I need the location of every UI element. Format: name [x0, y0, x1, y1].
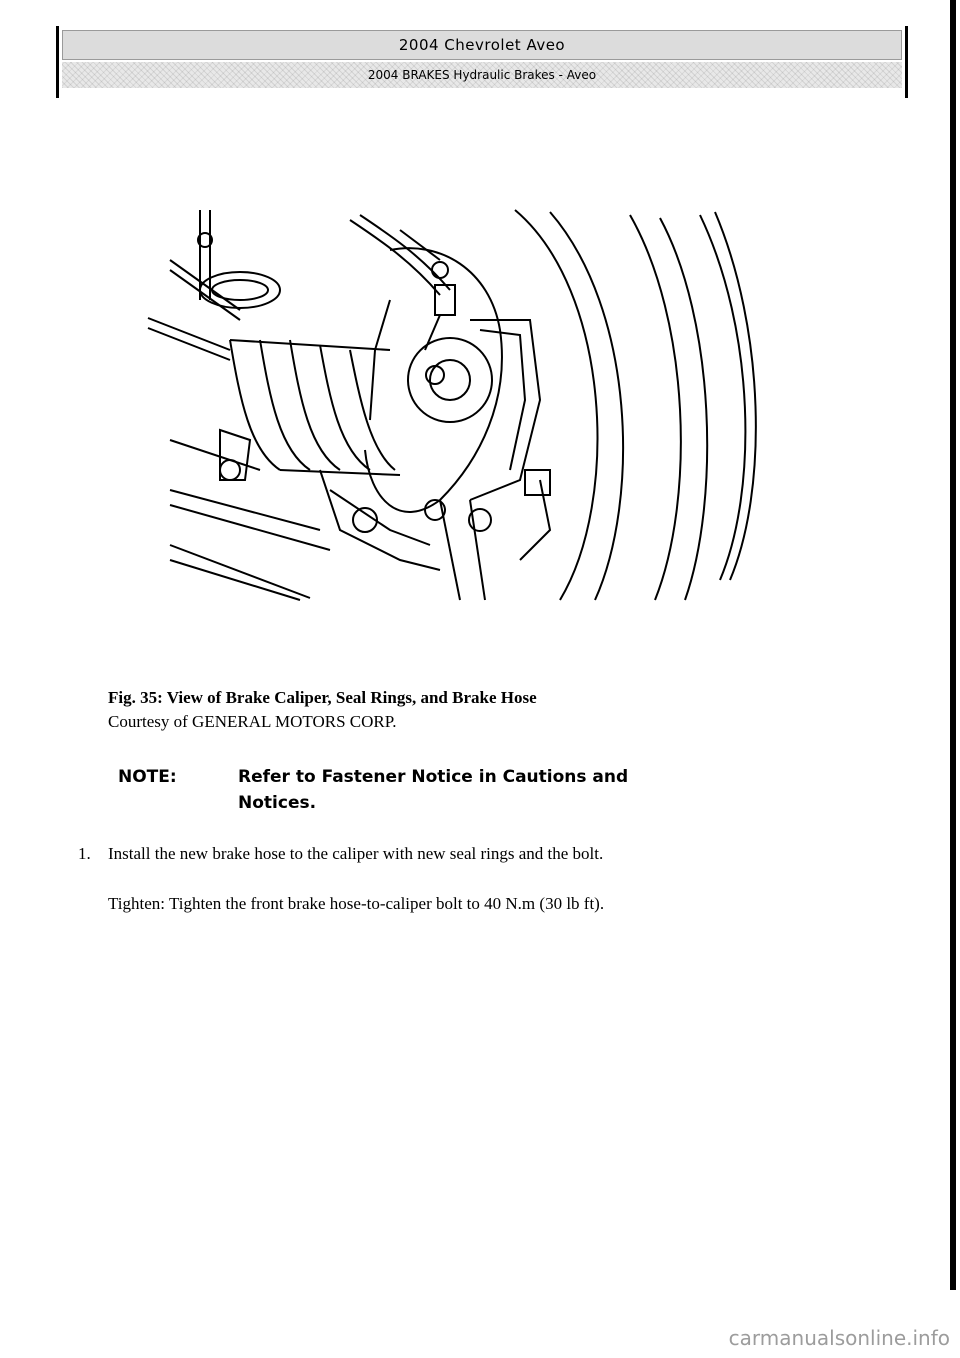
tire-arcs	[515, 210, 756, 600]
figure-caption	[108, 686, 537, 734]
page-right-rule	[950, 0, 956, 1290]
tighten-spec: Tighten: Tighten the front brake hose-to-caliper bolt to 40 N.m (30 lb ft).	[108, 894, 605, 913]
brake-hose	[350, 215, 455, 350]
figure-caption-title: Fig. 35: View of Brake Caliper, Seal Rings, and Brake Hose	[108, 688, 537, 707]
caliper-body	[220, 248, 540, 600]
header-subtitle: 2004 BRAKES Hydraulic Brakes - Aveo	[62, 62, 902, 88]
note-text: Refer to Fastener Notice in Cautions and Notices.	[238, 767, 629, 813]
header-right-rule	[905, 26, 908, 98]
brake-caliper-illustration	[140, 200, 770, 610]
step-number: 1.	[78, 844, 91, 863]
header-left-rule	[56, 26, 59, 98]
cv-boot	[198, 210, 400, 475]
note-label: NOTE:	[118, 767, 177, 787]
site-watermark: carmanualsonline.info	[728, 1326, 950, 1350]
step-text: Install the new brake hose to the caliper with new seal rings and the bolt.	[108, 844, 604, 863]
document-header	[56, 26, 908, 98]
figure-courtesy: Courtesy of GENERAL MOTORS CORP.	[108, 712, 397, 731]
axle-shaft	[148, 260, 330, 600]
header-title: 2004 Chevrolet Aveo	[62, 30, 902, 60]
